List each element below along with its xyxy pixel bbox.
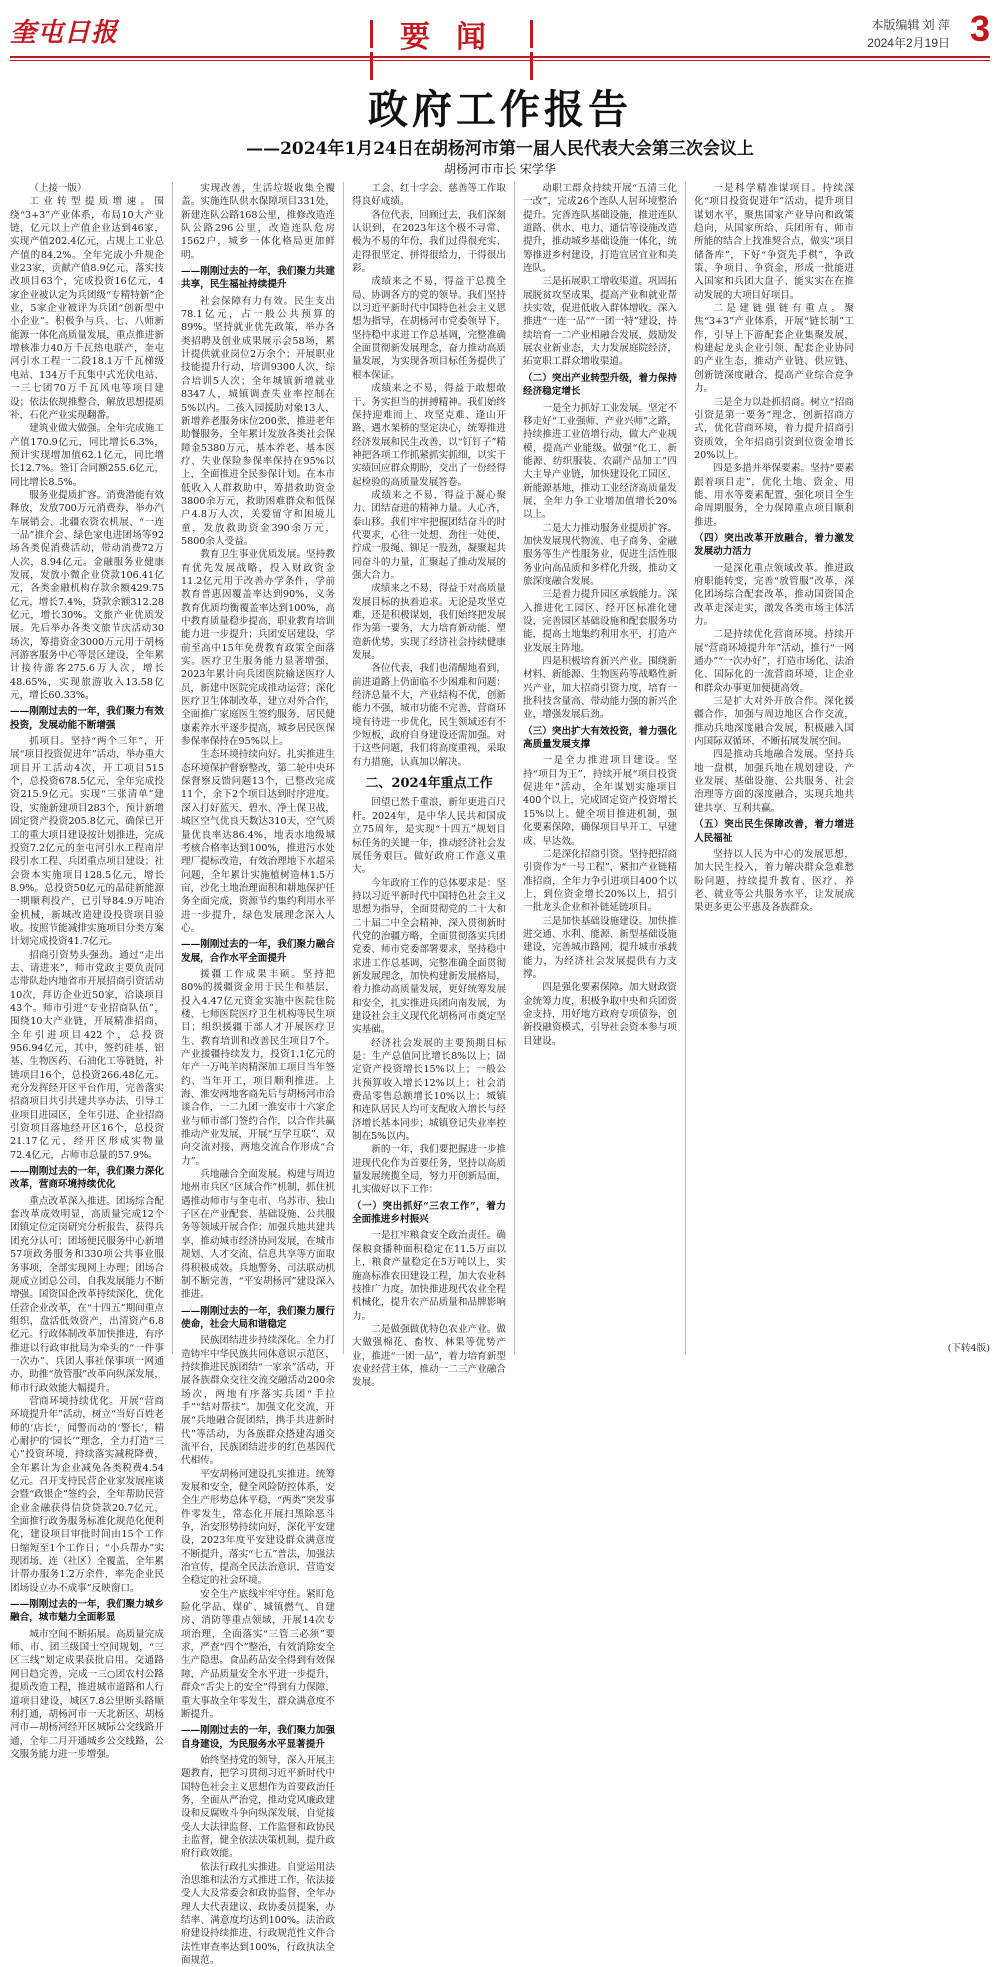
paragraph: 依法行政扎实推进。自觉运用法治思维和法治方式推进工作，依法接受人大及常委会和政协监督，全年办理人大代表建议、政协委员提案，办结率、满意度均达到100%。法治政府建设持续推进，行政规范性文件合法性审查率达到100%，行政执法全面规范。 <box>181 1861 335 1967</box>
paragraph: 援疆工作成果丰硕。坚持把80%的援疆资金用于民生和基层，投入4.47亿元资金实施中医院住院楼、七师医院医疗卫生机构等民生项目；组织援疆干部人才开展医疗卫生、教育培训和改善民生项目7个。产业援疆持续发力，投资1.1亿元的年产一万吨羊肉精深加工项目当年签约、当年开工，项目顺利推进。上海、淮安两地客商先后与胡杨河市洽谈合作，一二九团一淮安市十六家企业与师市部门签约合作，以合作共赢推动产业发展，开展“互学互联”，双向交流对接，两地交流合作形成“合力”。 <box>181 968 335 1167</box>
masthead <box>10 8 990 55</box>
paragraph: 各位代表，我们也清醒地看到，前进道路上仍面临不少困难和问题：经济总量不大，产业结构不优，创新能力不强，城市功能不完善，营商环境有待进一步优化，民生领域还有不少短板，政府自身建设还需加强。对于这些问题，我们将高度重视，采取有力措施，认真加以解决。 <box>352 663 506 768</box>
text-column-5 <box>694 182 854 1354</box>
subsection-heading: ——刚刚过去的一年，我们聚力加强自身建设，为民服务水平显著提升 <box>181 1725 335 1750</box>
header-rule <box>10 56 990 58</box>
paragraph: 成绩来之不易，得益于凝心聚力、团结奋进的精神力量。人心齐，泰山移。我们牢牢把握团结奋斗的时代要求，心往一处想、劲往一处使，拧成一股绳、铆足一股劲，凝聚起共同奋斗的力量，汇聚起了推动发展的强大合力。 <box>352 489 506 581</box>
article-subheadline: ——2024年1月24日在胡杨河市第一届人民代表大会第三次会议上 <box>246 139 754 159</box>
subsection-heading: ——刚刚过去的一年，我们聚力履行使命，社会大局和谐稳定 <box>181 1305 335 1330</box>
paragraph: 二是大力推动服务业提质扩容。加快发展现代物流、电子商务、金融服务等生产性服务业，促进生活性服务业向高品质和多样化升级，推动文旅深度融合发展。 <box>523 522 677 587</box>
paragraph: 回望已然千重浪，新年更进百尺杆。2024年，是中华人民共和国成立75周年，是实现“十四五”规划目标任务的关键一年，推动经济社会发展任务艰巨。做好政府工作意义重大。 <box>352 797 506 876</box>
paragraph: 社会保障有力有效。民生支出78.1亿元，占一般公共预算的89%。坚持就业优先政策，举办各类招聘及创业成果展示会58场，累计提供就业岗位2万余个；开展职业技能提升行动，培训9300人次，综合培训5人次；全年城镇新增就业8347人，城镇调查失业率控制在5%以内。二孩入园援助对象13人，新增养老服务床位200张，推进老年助餐服务，全年累计发放各类社会保障金5380万元，基本养老、基本医疗、失业保险参保率保持在95%以上，全面推进全民参保计划。在本市低收入人群救助中，筹措救助资金3800余万元，救助困难群众和低保户4.8万人次，关爱留守和困境儿童，发放救助资金390余万元，5800余人受益。 <box>181 295 335 547</box>
section-bar-right <box>530 20 538 48</box>
paragraph: 一是深化重点领域改革。推进政府职能转变，完善“放管服”改革，深化团场综合配套改革，推动国资国企改革走深走实，激发各类市场主体活力。 <box>694 562 854 627</box>
editor-line: 本版编辑 刘 萍 <box>871 18 950 32</box>
paragraph: 工业转型提质增速。围绕“3+3”产业体系，布局10大产业链，亿元以上产值企业达到46家，实现产值202.4亿元，占规上工业总产值的84.2%。全年完成小升规企业23家，贡献产值8.9亿元，落实技改项目63个，完成投资16亿元，4家企业被认定为兵团级“专精特新”企业，5家企业被评为兵团“创新型中小企业”。积极争与兵、七、八师新能源一体化高质量发展，重点推进新增核准力40万千瓦热电联产，奎屯河引水工程一二段18.1万千瓦梯级电站、134万千瓦集中式光伏电站、一三七团70万千瓦风电等项目建设；依法依规推整合，解放思想提质补，石化产业实现翻番。 <box>10 196 164 421</box>
issue-date: 2024年2月19日 <box>867 36 950 50</box>
article-byline: 胡杨河市市长 宋学华 <box>444 162 556 176</box>
paragraph: 一是全力推进项目建设。坚持“项目为王”，持续开展“项目投资促进年”活动，全年谋划实施项目400个以上，完成固定资产投资增长15%以上。健全项目推进机制，强化要素保障，确保项目早开工、早建成、早达效。 <box>523 755 677 847</box>
paragraph: 平安胡杨河建设扎实推进。统筹发展和安全，健全风险防控体系，安全生产形势总体平稳，“两类”突发事件零发生，常态化开展扫黑除恶斗争，治安形势持续向好，深化平安建设，2023年度平安建设群众满意度不断提升，落实“七五”普法，加强法治宣传，提高全民法治意识，营造安全稳定的社会环境。 <box>181 1468 335 1587</box>
text-column-1 <box>10 182 164 1760</box>
paragraph: 招商引资势头强劲。通过“走出去、请进来”，师市党政主要负责同志带队赴内地省市开展招商引资活动10次，拜访企业近50家，洽谈项目43个。师市引进“专业招商队伍”，围绕10大产业链，开展精准招商，全年引进项目422个，总投资956.94亿元，其中，签约硅基、铝基、生物医药、石油化工等链链，补链项目16个，总投资266.48亿元。充分发挥经开区平台作用，完善落实招商项目共引共建共享办法，引导工业项目进园区，全年引进、企业招商引资项目落地经开区16个，总投资21.17亿元，经开区形成实物量72.4亿元，占师市总量的57.9%。 <box>10 949 164 1161</box>
paragraph: 三是加快基础设施建设。加快推进交通、水利、能源、新型基础设施建设，完善城市路网，提升城市承载能力，为经济社会发展提供有力支撑。 <box>523 915 677 980</box>
paragraph: 二是深化招商引资。坚持把招商引资作为“一号工程”，紧扣产业链精准招商，全年力争引进项目400个以上，到位资金增长20%以上，招引一批龙头企业和补链延链项目。 <box>523 848 677 914</box>
paragraph: 三是拓展职工增收渠道。巩固拓展脱贫攻坚成果，提高产业和就业帮扶实效，促进低收入群体增收。深入推进“一连一品”“一团一特”建设，持续培育一二产业相融合发展，鼓励发展农业新业态，大力发展庭院经济，拓宽职工群众增收渠道。 <box>523 276 677 368</box>
paragraph: 经济社会发展的主要预期目标是：生产总值同比增长8%以上；固定资产投资增长15%以上；一般公共预算收入增长12%以上；社会消费品零售总额增长10%以上；城镇和连队居民人均可支配收入增长与经济增长基本同步；城镇登记失业率控制在5%以内。 <box>352 1037 506 1143</box>
paragraph: 成绩来之不易，得益于对高质量发展目标的执着追求。无论是攻坚克难，还是积极谋划，我们始终把发展作为第一要务，大力培育新动能、塑造新优势，实现了经济社会持续健康发展。 <box>352 583 506 662</box>
subsection-heading: （二）突出产业转型升级，着力保持经济稳定增长 <box>523 372 677 398</box>
section-title: 要闻 <box>400 20 512 55</box>
paragraph: 重点改革深入推进。团场综合配套改革成效明显，高质量完成12个团镇定位定岗研究分析报告，获得兵团充分认可；团场便民服务中心新增57项政务服务和330项公共事业服务事项，全部实现网上办理；团场合规成立团总公司，自我发展能力不断增强。国资国企改革持续深化，优化任营企业改革，在“十四五”期间重点组织，盘活低效资产，出清资产6.8亿元。行政体制改革加快推进，有序推进以行政审批局为牵头的“一件事一次办”、兵团人事社保事项一网通办，助推“放管服”改革向纵深发展，师市行政效能大幅提升。 <box>10 1195 164 1394</box>
header-rule-thin <box>10 60 990 61</box>
paragraph: 服务业提质扩容。消费潜能有效释放，发放700万元消费券，举办汽车展销会、北疆农资农机展、“一连一品”推介会、绿色家电进团场等92场各类促消费活动，带动消费72万人次，8.94亿元。金融服务业健康发展，发放小微企业贷款106.41亿元，各类金融机构存款余额429.75亿元，增长7.4%，贷款余额312.28亿元，增长30%。文旅产业优质发展。先后举办各类文旅节庆活动30场次，筹措资金3000万元用于胡杨河游客服务中心等景区建设，全年累计接待游客275.6万人次，增长48.65%，实现旅游收入13.58亿元，增长60.33%。 <box>10 489 164 702</box>
paragraph: 动职工群众持续开展“五清三化一改”，完成26个连队人居环境整治提升。完善连队基础设施，推进连队道路、供水、电力、通信等设施改造提升，推动城乡基础设施一体化，统筹推进乡村建设，打造宜居宜业和美连队。 <box>523 183 677 275</box>
paragraph: 兵地融合全面发展。构建与周边地州市兵区“区域合作”机制，抓住机遇推动师市与奎屯市、乌苏市、独山子区在产业配套、基础设施、公共服务等领域开展合作；加强兵地共建共享，推动城市经济协同发展，在城市规划、人才交流、信息共享等方面取得积极成效。兵地警务、司法联动机制不断完善，“平安胡杨河”建设深入推进。 <box>181 1169 335 1301</box>
paragraph: 二是做强做优特色农业产业。做大做强棉花、畜牧、林果等优势产业，推进“一团一品”，着力培育新型农业经营主体，推动一二三产业融合发展。 <box>352 1323 506 1389</box>
subsection-heading: （五）突出民生保障改善，着力增进人民福祉 <box>694 819 854 844</box>
paragraph: 营商环境持续优化。开展“营商环境提升年”活动，树立“当好百姓老师的‘店长’，闻警而动的‘警长’，精心耐护的‘园长’”理念，全力打造“三心”投资环境，持续落实减税降费，全年累计为企业减免各类税费4.54亿元。召开支持民营企业家发展座谈会暨“政银企”签约会，全年帮助民营企业金融获得信贷贷款20.7亿元，全面推行政务服务标准化规范化便利化，建设项目审批时间由15个工作日缩短至1个工作日；“小兵帮办”实现团场、连（社区）全覆盖，全年累计帮办服务1.2万余件，率先企业民团场设立办不成事”反映窗口。 <box>10 1395 164 1594</box>
column-divider <box>172 182 173 1354</box>
paragraph: 坚持以人民为中心的发展思想，加大民生投入，着力解决群众急难愁盼问题，持续提升教育、医疗、养老、就业等公共服务水平，让发展成果更多更公平惠及各族群众。 <box>694 848 854 914</box>
paragraph: 四是推动兵地融合发展。坚持兵地一盘棋，加强兵地在规划建设、产业发展、基础设施、公共服务、社会治理等方面的深度融合，实现兵地共建共享、互利共赢。 <box>694 749 854 814</box>
subsection-heading: （三）突出扩大有效投资，着力强化高质量发展支撑 <box>523 725 677 751</box>
subsection-heading: （四）突出改革开放融合，着力激发发展动力活力 <box>694 532 854 558</box>
paragraph: 始终坚持党的领导，深入开展主题教育，把学习贯彻习近平新时代中国特色社会主义思想作为首要政治任务，全面从严治党，推动党风廉政建设和反腐败斗争向纵深发展，自觉接受人大法律监督、工作监督和政协民主监督，健全依法决策机制，提升政府行政效能。 <box>181 1754 335 1860</box>
paragraph: 二是持续优化营商环境。持续开展“营商环境提升年”活动，推行“一网通办”“一次办好”，打造市场化、法治化、国际化的一流营商环境，让企业和群众办事更加便捷高效。 <box>694 629 854 694</box>
paragraph: 四是积极培育新兴产业。围绕新材料、新能源、生物医药等战略性新兴产业，加大招商引资力度，培育一批科技含量高、带动能力强的新兴企业，增强发展后劲。 <box>523 656 677 721</box>
paragraph: 三是着力提升园区承载能力。深入推进化工园区、经开区标准化建设，完善园区基础设施和配套服务功能，提高土地集约利用水平，打造产业发展主阵地。 <box>523 589 677 654</box>
column-divider <box>514 182 515 1354</box>
continued-note: (下转4版) <box>947 1343 990 1354</box>
text-column-2 <box>181 182 335 1967</box>
paragraph: 今年政府工作的总体要求是：坚持以习近平新时代中国特色社会主义思想为指导，全面贯彻党的二十大和二十届二中全会精神，深入贯彻新时代党的治疆方略，全面贯彻落实兵团党委、师市党委部署要求，坚持稳中求进工作总基调，完整准确全面贯彻新发展理念，加快构建新发展格局，着力推动高质量发展，更好统筹发展和安全，扎实推进兵团向南发展，为建设社会主义现代化胡杨河市奠定坚实基础。 <box>352 877 506 1036</box>
column-divider <box>343 182 344 1354</box>
paragraph: 一是全力抓好工业发展。坚定不移走好“工业强师、产业兴师”之路，持续推进工业倍增行动，做大产业规模，提高产业能级。做强“化工、新能源、纺织服装、农副产品加工”四大主导产业链，加快建设化工园区、新能源基地，推动工业经济高质量发展，全年力争工业增加值增长20%以上。 <box>523 402 677 521</box>
paragraph: 实现改善，生活垃圾收集全覆盖。实施连队供水保障项目331处，新建连队公路168公里，推修改造连队公路296公里，改造连队危房1562户，城乡一体化格局更加鲜明。 <box>181 183 335 261</box>
newspaper-logo: 奎屯日报 <box>10 18 119 48</box>
subsection-heading: ——刚刚过去的一年，我们聚力城乡融合，城市魅力全面彰显 <box>10 1599 164 1624</box>
article-body <box>10 182 990 1967</box>
paragraph: 一是科学精准谋项目。持续深化“项目投资促进年”活动，提升项目谋划水平，聚焦国家产业导向和政策趋向，从国家所给、兵团所有、师市所能的结合上找准契合点，做实“项目储备库”，下好“争资先手棋”，争政策、争项目、争资金，形成一批能进入国家和兵团大盘子、能实实在在推动发展的大项目好项目。 <box>694 183 854 301</box>
paragraph: 三是全力以赴抓招商。树立“招商引资是第一要务”理念，创新招商方式，优化营商环境，着力提升招商引资质效，全年招商引资到位资金增长20%以上。 <box>694 396 854 461</box>
paragraph: 三是扩大对外开放合作。深化援疆合作，加强与周边地区合作交流，推动兵地深度融合发展，积极融入国内国际双循环，不断拓展发展空间。 <box>694 696 854 748</box>
page-number: 3 <box>969 8 990 49</box>
subsection-heading: ——刚刚过去的一年，我们聚力共建共享，民生福祉持续提升 <box>181 266 335 291</box>
paragraph: 四是强化要素保障。加大财政资金统筹力度，积极争取中央和兵团资金支持，用好地方政府专项债券，创新投融资模式，引导社会资本参与项目建设。 <box>523 982 677 1047</box>
paragraph: （上接一版） <box>29 183 87 194</box>
paragraph: 成绩来之不易，得益于敢想敢干、务实担当的拼搏精神。我们始终保持迎难而上、攻坚克难、逢山开路、遇水架桥的坚定决心，统筹推进经济发展和民生改善，以“钉钉子”精神把各项工作抓紧抓实抓细，以实干实绩回应群众期盼，交出了一份经得起检验的高质量发展答卷。 <box>352 383 506 488</box>
paragraph: 四是多措并举保要素。坚持“要素跟着项目走”，优化土地、资金、用能、用水等要素配置，强化项目全生命周期服务，全力保障重点项目顺利推进。 <box>694 463 854 528</box>
subsection-heading: ——刚刚过去的一年，我们聚力深化改革，营商环境持续优化 <box>10 1166 164 1191</box>
paragraph: 新的一年，我们要把握进一步推进现代化作为首要任务，坚持以高质量发展统揽全局，努力开创新局面，扎实做好以下工作： <box>352 1144 506 1196</box>
section-heading: 二、2024年重点工作 <box>365 776 493 792</box>
paragraph: 二是建链强链有重点。聚焦“3+3”产业体系，开展“链长制”工作，引导上下游配套企业集聚发展，构建起龙头企业引领、配套企业协同的产业生态，推动产业链、供应链、创新链深度融合，提高产业综合竞争力。 <box>694 303 854 395</box>
article-headline: 政府工作报告 <box>368 86 632 133</box>
issue-meta <box>867 16 950 52</box>
paragraph: 生态环境持续向好。扎实推进生态环境保护督察整改，第二轮中央环保督察反馈问题13个，已整改完成11个，余下2个项目达到时序进度。深入打好蓝天、碧水、净土保卫战，城区空气优良天数达310天，空气质量优良率达86.4%，地表水地级城考核合格率达到100%，推进污水处理厂提标改造，有效治理地下水超采问题，全年累计实施植树造林1.5万亩，沙化土地治理面积和耕地保护任务全面完成，资源节约集约利用水平进一步提升，绿色发展理念深入人心。 <box>181 749 335 934</box>
subsection-heading: ——刚刚过去的一年，我们聚力有效投资，发展动能不断增强 <box>10 706 164 731</box>
paragraph: 安全生产底线牢牢守住。紧盯危险化学品、煤矿、城镇燃气、自建房、消防等重点领域，开展14次专项治理，全面落实“三管三必须”要求，严查“四个”整治，有效消除安全生产隐患。食品药品安全得到有效保障，产品质量安全水平进一步提升，群众“舌尖上的安全”得到有力保障，重大事故全年零发生，群众满意度不断提升。 <box>181 1588 335 1720</box>
text-column-4 <box>523 182 677 1354</box>
paragraph: 一是扛牢粮食安全政治责任。确保粮食播种面积稳定在11.5万亩以上，粮食产量稳定在5万吨以上，实施高标准农田建设工程，加大农业科技推广力度。加快推进现代农业全程机械化，提升农产品质量和品牌影响力。 <box>352 1230 506 1322</box>
section-bar-left <box>370 20 378 48</box>
paragraph: 工会、红十字会、慈善等工作取得良好成绩。 <box>352 183 506 208</box>
text-column-3 <box>352 182 506 1389</box>
paragraph: 建筑业做大做强。全年完成施工产值170.9亿元，同比增长6.3%，预计实现增加值62.1亿元，同比增长12.7%。签订合同额255.6亿元，同比增长8.5%。 <box>10 423 164 488</box>
paragraph: 各位代表，回顾过去，我们深刻认识到，在2023年这个极不寻常、极为不易的年份，我们过得很充实、走得很坚定、拼得很给力，干得很出彩。 <box>352 209 506 275</box>
paragraph: 城市空间不断拓展。高质量完成师、市、团三级国土空间规划，“三区三线”划定成果获批启用。交通路网日趋完善，完成一三○团农村公路提质改造工程，推进城市道路和人行道项目建设，城区7.8公里断头路顺利打通，胡杨河市一天北新区、胡杨河市—胡杨河经开区城际公交线路开通，全年二月开通城乡公交线路，公交服务能力进一步增强。 <box>10 1628 164 1760</box>
subsection-heading: ——刚刚过去的一年，我们聚力融合发展，合作水平全面提升 <box>181 939 335 964</box>
subsection-heading: （一）突出抓好“三农工作”，着力全面推进乡村振兴 <box>352 1200 506 1226</box>
paragraph: 抓项目。坚持“两个三年”，开展“项目投资促进年”活动，举办重大项目开工活动4次，开工项目515个，总投资678.5亿元，全年完成投资215.9亿元。实现“三张清单”建设，实施新建项目283个，预计新增固定资产投资205.8亿元，确保已开工的重大项目建设按计划推进，完成投资7.2亿元的奎屯河引水工程南岸段引水工程、兵团重点项目建设；社会资本实施项目128.5亿元，增长8.9%。总投资50亿元的晶硅新能源一期顺利投产，已引导84.9万吨冶金机械，新城改造建设投资项目验收。按照节能减排实施项目分类方案计划完成投资41.7亿元。 <box>10 736 164 948</box>
paragraph: 成绩来之不易，得益于总揽全局、协调各方的党的领导。我们坚持以习近平新时代中国特色社会主义思想为指导，在胡杨河市党委领导下，坚持稳中求进工作总基调，完整准确全面贯彻新发展理念，奋力推动高质量发展，为实现各项目标任务提供了根本保证。 <box>352 276 506 381</box>
paragraph: 教育卫生事业优质发展。坚持教育优先发展战略，投入财政资金11.2亿元用于改善办学条件，学前教育普惠因覆盖率达到90%，义务教育优质均衡覆盖率达到100%，高中教育质量稳步提高，职业教育培训能力进一步提升；兵团安居建设，学前至高中15年免费教育政策全面落实。医疗卫生服务能力显著增强，2023年累计向兵团医院输送医疗人员，新建中医院完成推动运营；深化医疗卫生体制改革，建立对外合作，全面推广家庭医生签约服务，居民健康素养水平逐步提高，城乡居民医保参保率保持在95%以上。 <box>181 549 335 748</box>
paragraph: 民族团结进步持续深化。全力打造铸牢中华民族共同体意识示范区，持续推进民族团结“一家亲”活动，开展各族群众交往交流交融活动200余场次，两地有序落实兵团“手拉手”“结对帮扶”。加强文化交流，开展“兵地融合促团结，携手共进新时代”等活动，为各族群众搭建沟通交流平台，民族团结进步的红色基因代代相传。 <box>181 1335 335 1467</box>
column-divider <box>685 182 686 1354</box>
